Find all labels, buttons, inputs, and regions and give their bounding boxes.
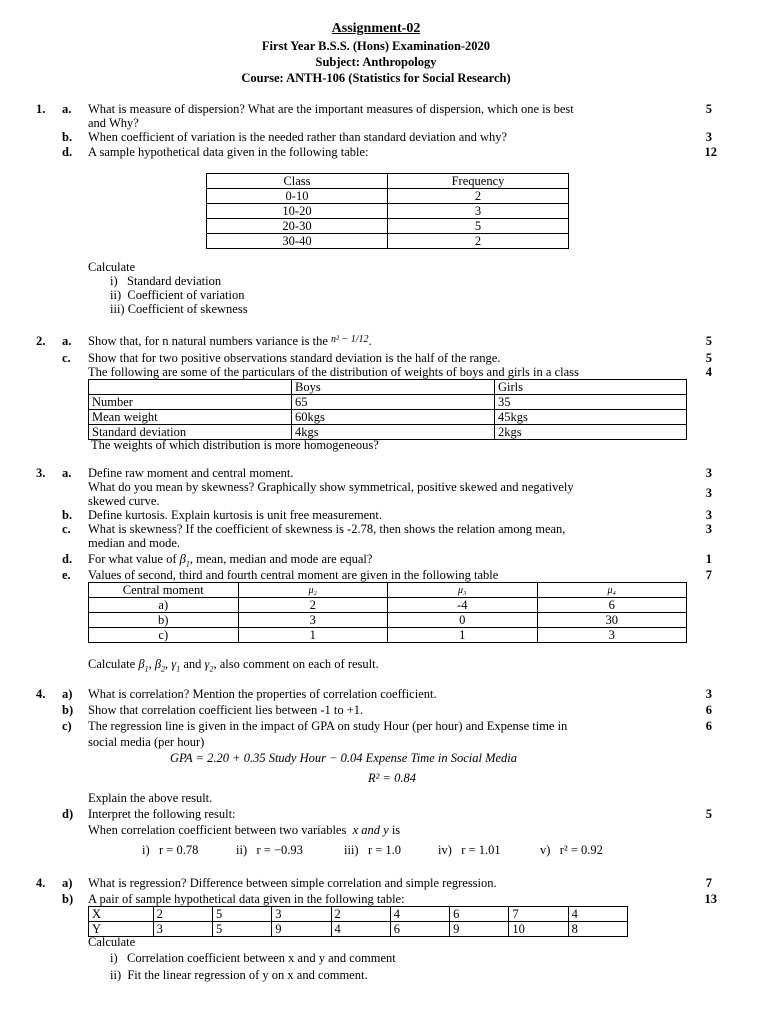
marks: 3 — [705, 508, 712, 522]
beta1-symbol: $\beta_1$ — [179, 552, 190, 569]
sub-label: b. — [62, 130, 73, 144]
question-text: Calculate $\beta_1$, $\beta_2$, $\gamma_1$ and $\gamma_2$, also comment on each of result. — [88, 657, 379, 674]
sub-label: a) — [62, 876, 73, 890]
subject-line: Subject: Anthropology — [315, 55, 437, 69]
table-cell: 4 — [390, 907, 449, 922]
table-cell: 4kgs — [292, 425, 495, 440]
question-text: The regression line is given in the impact of GPA on study Hour (per hour) and Expense time in — [88, 719, 568, 733]
question-text: When coefficient of variation is the needed rather than standard deviation and why? — [88, 130, 508, 144]
sub-label: a. — [62, 102, 72, 116]
marks: 3 — [705, 486, 712, 500]
r-value: iii) r = 1.0 — [344, 843, 402, 857]
central-moment-table — [88, 582, 687, 643]
table-cell: 3 — [238, 613, 388, 628]
sub-label: d) — [62, 807, 74, 821]
list-item: ii) Coefficient of variation — [110, 288, 245, 302]
question-text: Explain the above result. — [88, 791, 213, 805]
question-text: The weights of which distribution is more homogeneous? — [91, 438, 379, 452]
table-header: μ₂ — [238, 583, 388, 598]
sub-label: b. — [62, 508, 73, 522]
question-text: Values of second, third and fourth central moment are given in the following table — [88, 568, 499, 582]
marks: 1 — [705, 552, 712, 566]
list-item: i) Standard deviation — [110, 274, 222, 288]
sub-label: b) — [62, 703, 74, 717]
table-header: Central moment — [89, 583, 239, 598]
marks: 3 — [705, 522, 712, 536]
table-cell: a) — [89, 598, 239, 613]
table-cell: Standard deviation — [89, 425, 292, 440]
table-header-row — [89, 380, 687, 395]
table-row — [89, 598, 687, 613]
question-number: 2. — [36, 334, 46, 348]
table-cell: 3 — [153, 922, 212, 937]
question-text-part: For what value of — [88, 552, 177, 566]
marks: 5 — [705, 351, 712, 365]
table-header: Boys — [292, 380, 495, 395]
table-cell: Y — [89, 922, 154, 937]
table-cell: 1 — [238, 628, 388, 643]
question-number: 4. — [36, 876, 46, 890]
table-cell: 2 — [238, 598, 388, 613]
course-line: Course: ANTH-106 (Statistics for Social Research) — [241, 71, 511, 85]
gamma2-symbol: $\gamma_2$ — [204, 657, 214, 674]
marks: 7 — [705, 876, 712, 890]
table-cell: 60kgs — [292, 410, 495, 425]
r-value: ii) r = −0.93 — [236, 843, 303, 857]
question-text: Define raw moment and central moment. — [88, 466, 294, 480]
table-cell: 2 — [331, 907, 390, 922]
table-cell: 45kgs — [495, 410, 687, 425]
sub-label: c) — [62, 719, 72, 733]
marks: 4 — [705, 365, 712, 379]
marks: 3 — [705, 687, 712, 701]
table-header: μ₄ — [537, 583, 687, 598]
sub-label: a. — [62, 334, 72, 348]
question-text-part: , mean, median and mode are equal? — [189, 552, 373, 566]
table-row — [89, 613, 687, 628]
table-header: Girls — [495, 380, 687, 395]
sub-label: b) — [62, 892, 74, 906]
table-cell: 5 — [212, 907, 271, 922]
table-row — [89, 922, 628, 937]
table-row — [207, 189, 569, 204]
question-text-part: When correlation coefficient between two variables — [88, 823, 347, 837]
table-cell: 2kgs — [495, 425, 687, 440]
table-row — [89, 907, 628, 922]
table-header: Class — [207, 174, 388, 189]
page-title: Assignment-02 — [331, 21, 421, 36]
question-text: A pair of sample hypothetical data given in the following table: — [88, 892, 405, 906]
table-cell: 6 — [450, 907, 509, 922]
table-cell: 8 — [568, 922, 627, 937]
formula-denominator: 12 — [358, 334, 369, 345]
table-cell: 7 — [509, 907, 568, 922]
marks: 3 — [705, 466, 712, 480]
table-row — [89, 628, 687, 643]
table-cell: 0 — [388, 613, 538, 628]
question-text: What is measure of dispersion? What are the important measures of dispersion, which one is best — [88, 102, 574, 116]
table-header-row — [207, 174, 569, 189]
marks: 5 — [705, 334, 712, 348]
sub-label: c. — [62, 522, 71, 536]
calculate-label: Calculate — [88, 935, 136, 949]
marks: 3 — [705, 130, 712, 144]
question-text-part: is — [391, 823, 401, 837]
sub-label: c. — [62, 351, 71, 365]
table-cell: 6 — [537, 598, 687, 613]
variance-formula: n² − 1/12 — [331, 334, 369, 345]
table-cell: Number — [89, 395, 292, 410]
sub-label: e. — [62, 568, 71, 582]
question-text: What is correlation? Mention the properties of correlation coefficient. — [88, 687, 437, 701]
table-cell: 1 — [388, 628, 538, 643]
marks: 5 — [705, 102, 712, 116]
question-text: and Why? — [88, 116, 139, 130]
table-cell: c) — [89, 628, 239, 643]
marks: 5 — [705, 807, 712, 821]
table-cell: X — [89, 907, 154, 922]
class-frequency-table — [206, 173, 569, 249]
table-cell: b) — [89, 613, 239, 628]
question-text: Show that correlation coefficient lies between -1 to +1. — [88, 703, 364, 717]
marks: 6 — [705, 703, 712, 717]
r-value: i) r = 0.78 — [142, 843, 199, 857]
question-text: What do you mean by skewness? Graphically show symmetrical, positive skewed and negatively — [88, 480, 574, 494]
table-header — [89, 380, 292, 395]
question-text: skewed curve. — [88, 494, 160, 508]
question-text-part: Calculate — [88, 657, 136, 671]
table-cell: 30 — [537, 613, 687, 628]
question-text: A sample hypothetical data given in the following table: — [88, 145, 369, 159]
table-cell: 5 — [212, 922, 271, 937]
question-number: 1. — [36, 102, 46, 116]
calculate-label: Calculate — [88, 260, 136, 274]
variables: x and y — [352, 823, 389, 837]
question-text-part: Show that, for n natural numbers variance is the — [88, 334, 328, 348]
table-cell: 2 — [388, 189, 569, 204]
table-cell: Mean weight — [89, 410, 292, 425]
marks: 13 — [704, 892, 717, 906]
r-value: iv) r = 1.01 — [438, 843, 501, 857]
question-text: Show that for two positive observations standard deviation is the half of the range. — [88, 351, 501, 365]
question-text — [88, 552, 372, 567]
table-cell: 30-40 — [207, 234, 388, 249]
sub-label: d. — [62, 145, 73, 159]
coefficient-symbols: $\beta_1$, $\beta_2$, $\gamma_1$ — [138, 657, 181, 674]
table-cell: 3 — [272, 907, 331, 922]
list-item: i) Correlation coefficient between x and y and comment — [110, 951, 396, 965]
table-cell: 35 — [495, 395, 687, 410]
table-cell: 9 — [272, 922, 331, 937]
table-cell: 3 — [388, 204, 569, 219]
question-number: 4. — [36, 687, 46, 701]
table-cell: 9 — [450, 922, 509, 937]
question-text: What is regression? Difference between simple correlation and simple regression. — [88, 876, 497, 890]
xy-data-table — [88, 906, 628, 937]
question-text: Interpret the following result: — [88, 807, 236, 821]
marks: 7 — [705, 568, 712, 582]
list-item: iii) Coefficient of skewness — [110, 302, 248, 316]
table-row — [89, 410, 687, 425]
r-value: v) r² = 0.92 — [540, 843, 603, 857]
table-row — [207, 234, 569, 249]
question-text: Show that, for n natural numbers variance is the $^{n^2 - 1/12}$. — [88, 334, 372, 348]
table-cell: 4 — [568, 907, 627, 922]
exam-line: First Year B.S.S. (Hons) Examination-2020 — [261, 39, 491, 53]
question-text: What is skewness? If the coefficient of skewness is -2.78, then shows the relation among mean, — [88, 522, 566, 536]
table-row — [207, 219, 569, 234]
question-text — [88, 823, 400, 838]
regression-equation: GPA = 2.20 + 0.35 Study Hour − 0.04 Expense Time in Social Media — [170, 751, 518, 765]
question-text-part: also comment on each of result. — [219, 657, 379, 671]
table-cell: 20-30 — [207, 219, 388, 234]
formula-numerator: n² − 1 — [331, 334, 356, 345]
table-cell: 2 — [153, 907, 212, 922]
table-header: μ₃ — [388, 583, 538, 598]
question-text: social media (per hour) — [88, 735, 205, 749]
list-item: ii) Fit the linear regression of y on x and comment. — [110, 968, 368, 982]
weights-table — [88, 379, 687, 440]
marks: 6 — [705, 719, 712, 733]
r-squared: R² = 0.84 — [368, 771, 416, 785]
table-cell: 10-20 — [207, 204, 388, 219]
table-cell: 65 — [292, 395, 495, 410]
table-cell: 5 — [388, 219, 569, 234]
sub-label: d. — [62, 552, 73, 566]
table-cell: 0-10 — [207, 189, 388, 204]
table-cell: -4 — [388, 598, 538, 613]
table-header: Frequency — [388, 174, 569, 189]
table-cell: 2 — [388, 234, 569, 249]
table-cell: 3 — [537, 628, 687, 643]
question-text: Define kurtosis. Explain kurtosis is unit free measurement. — [88, 508, 383, 522]
sub-label: a. — [62, 466, 72, 480]
question-number: 3. — [36, 466, 46, 480]
sub-label: a) — [62, 687, 73, 701]
table-cell: 6 — [390, 922, 449, 937]
marks: 12 — [704, 145, 717, 159]
table-cell: 4 — [331, 922, 390, 937]
question-text: median and mode. — [88, 536, 180, 550]
question-text: The following are some of the particulars of the distribution of weights of boys and girls in a class — [88, 365, 579, 379]
table-header-row — [89, 583, 687, 598]
table-row — [207, 204, 569, 219]
table-cell: 10 — [509, 922, 568, 937]
table-row — [89, 395, 687, 410]
